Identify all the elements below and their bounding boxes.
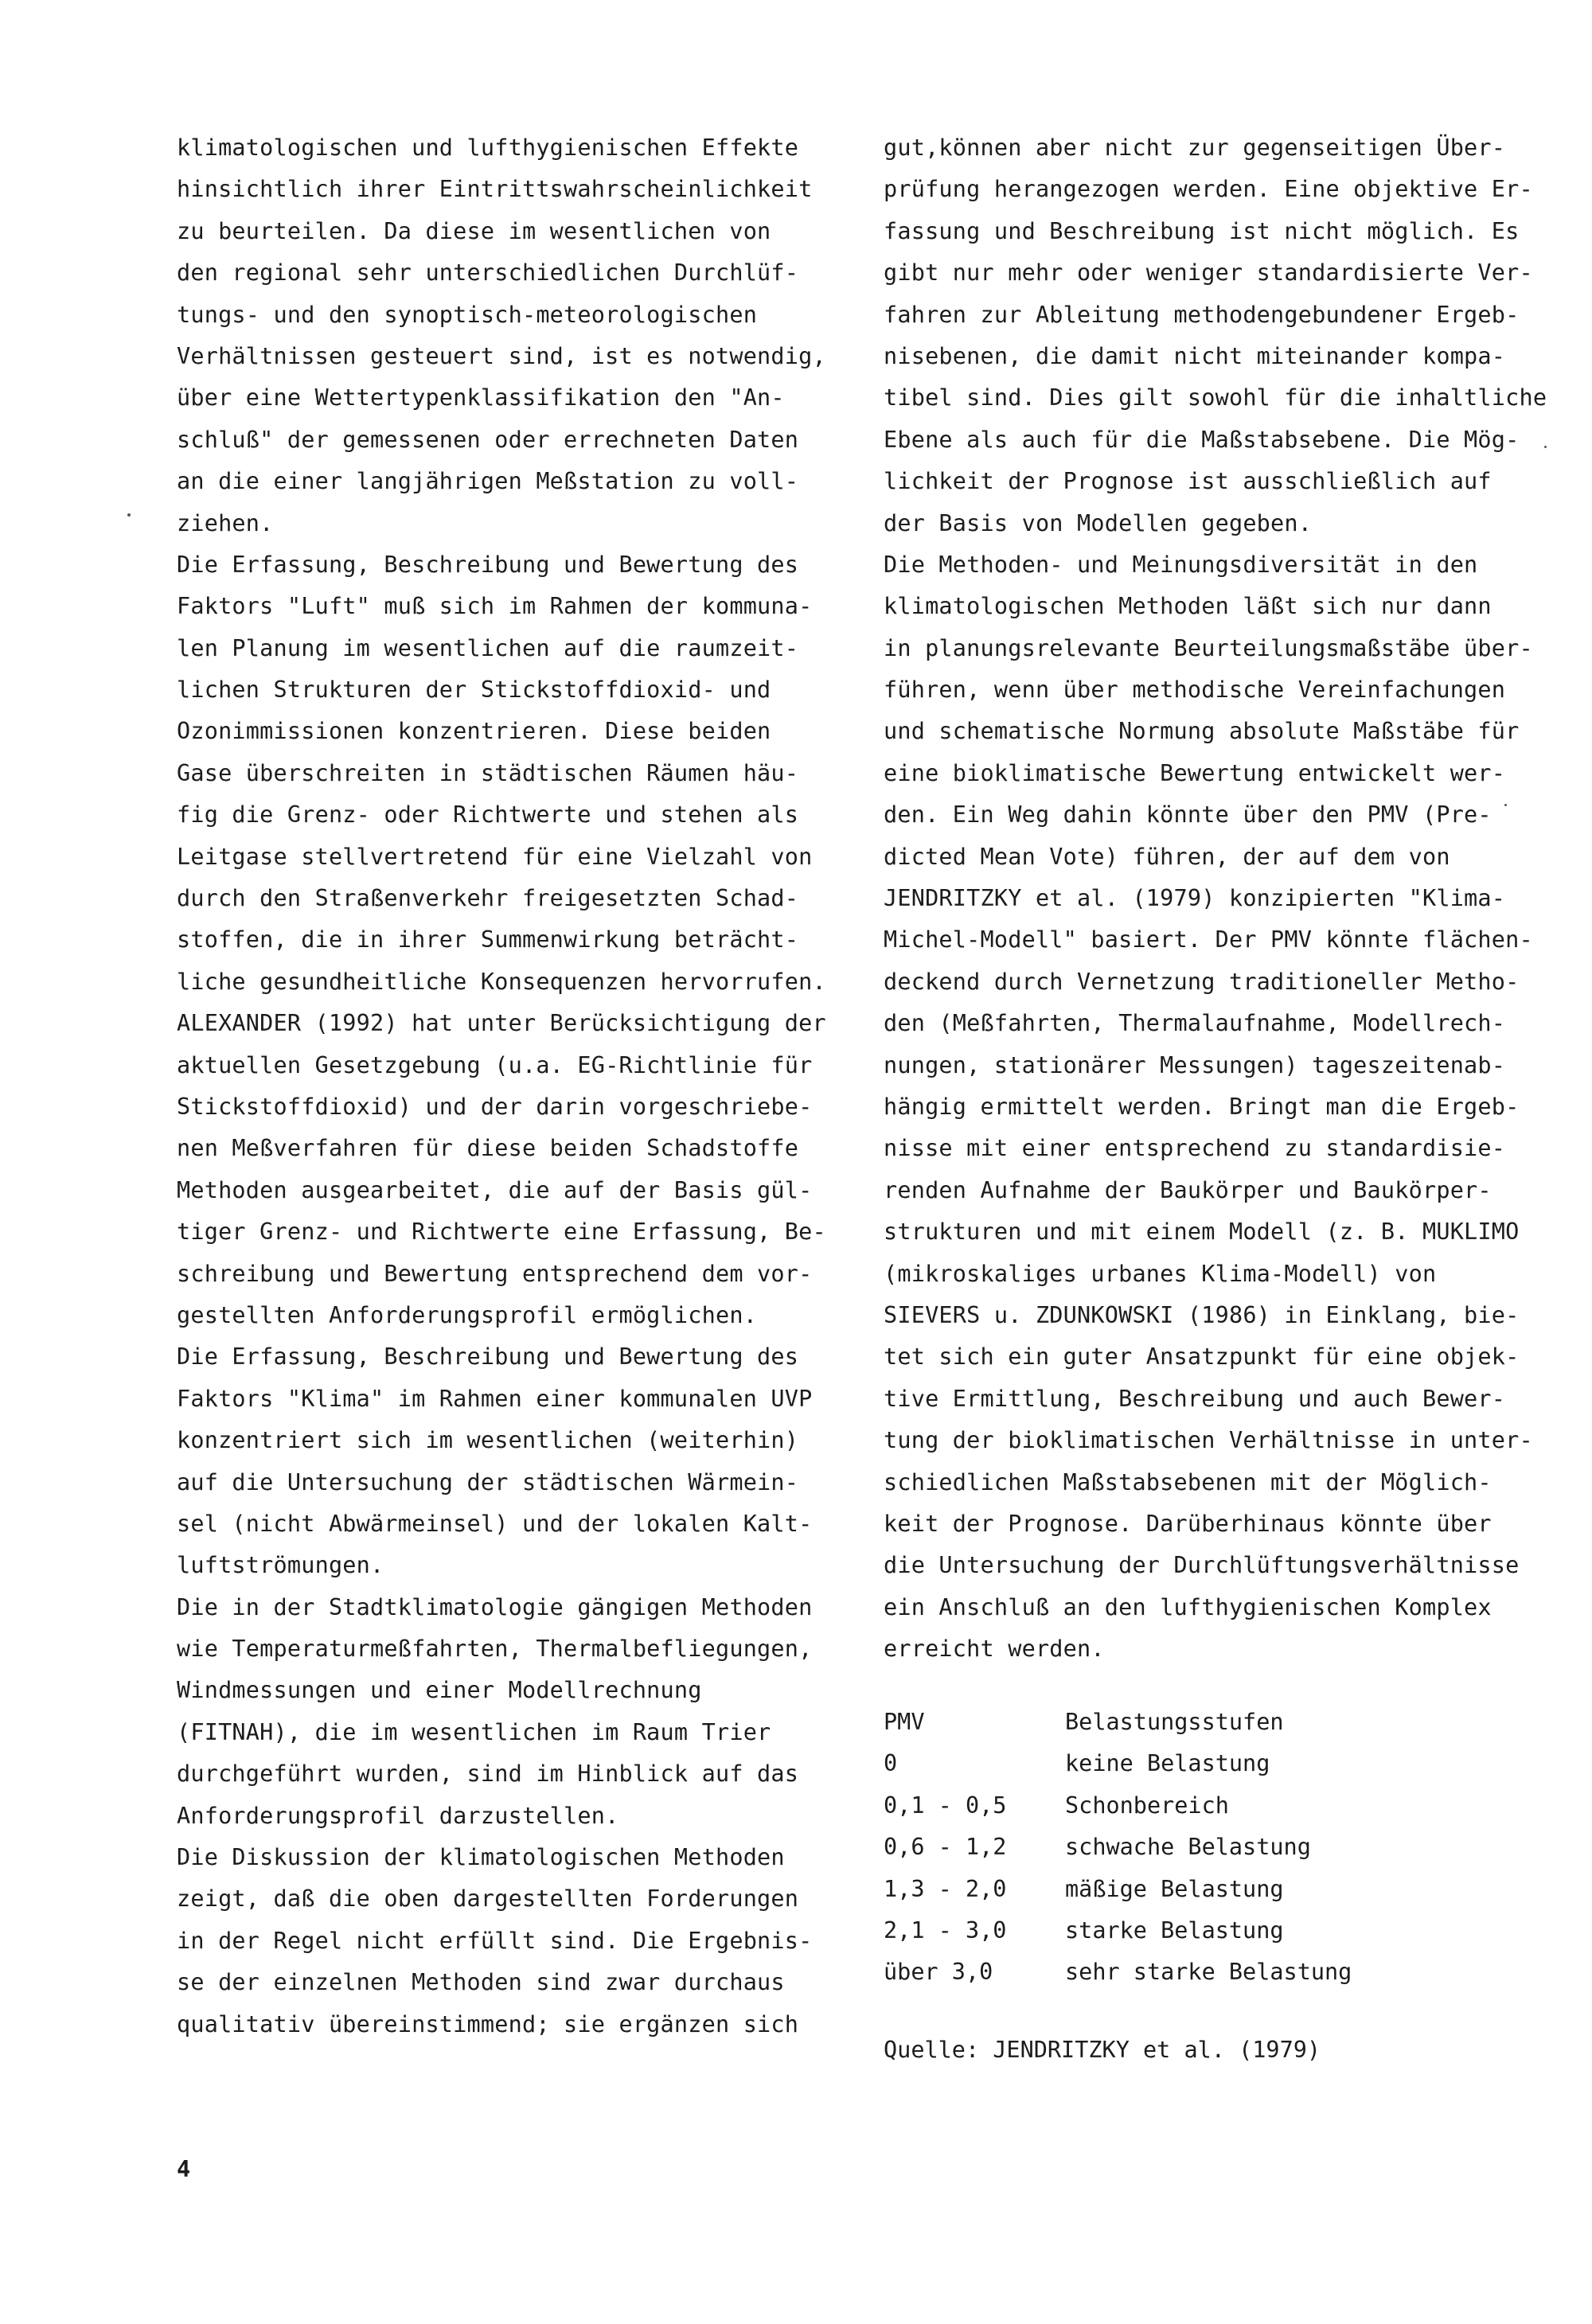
text-line: und schematische Normung absolute Maßstäbe für xyxy=(884,718,1520,745)
pmv-value: 1,3 - 2,0 xyxy=(884,1875,1007,1902)
text-line: Windmessungen und einer Modellrechnung xyxy=(177,1677,702,1704)
text-line: schluß" der gemessenen oder errechneten Daten xyxy=(177,426,799,453)
pmv-table xyxy=(884,1702,1489,1994)
text-line: zeigt, daß die oben dargestellten Forderungen xyxy=(177,1885,799,1913)
text-line: zu beurteilen. Da diese im wesentlichen von xyxy=(177,217,771,244)
text-line: Methoden ausgearbeitet, die auf der Basis gül- xyxy=(177,1176,813,1203)
scan-speck xyxy=(1544,446,1547,448)
text-line: Michel-Modell" basiert. Der PMV könnte flächen- xyxy=(884,926,1533,953)
text-line: tibel sind. Dies gilt sowohl für die inhaltliche xyxy=(884,384,1547,411)
level-value: Schonbereich xyxy=(1065,1792,1229,1819)
text-line: (FITNAH), die im wesentlichen im Raum Trier xyxy=(177,1718,771,1745)
text-line: tive Ermittlung, Beschreibung und auch Bewer- xyxy=(884,1385,1506,1412)
pmv-value: 0 xyxy=(884,1750,898,1777)
text-line: über eine Wettertypenklassifikation den "An- xyxy=(177,384,785,411)
text-line: den (Meßfahrten, Thermalaufnahme, Modellrech- xyxy=(884,1010,1506,1037)
level-value: keine Belastung xyxy=(1065,1750,1270,1777)
text-line: Die Diskussion der klimatologischen Methoden xyxy=(177,1844,785,1871)
text-line: konzentriert sich im wesentlichen (weiterhin) xyxy=(177,1427,799,1454)
table-row xyxy=(884,1743,1489,1784)
level-value: sehr starke Belastung xyxy=(1065,1959,1352,1986)
text-line: stoffen, die in ihrer Summenwirkung beträcht- xyxy=(177,926,799,953)
text-line: Ebene als auch für die Maßstabsebene. Die Mög- xyxy=(884,426,1520,453)
page-number: 4 xyxy=(177,2156,191,2182)
text-line: durchgeführt wurden, sind im Hinblick auf das xyxy=(177,1761,799,1788)
text-line: wie Temperaturmeßfahrten, Thermalbefliegungen, xyxy=(177,1636,813,1663)
table-row xyxy=(884,1827,1489,1868)
left-text-column xyxy=(177,127,837,2045)
text-line: gibt nur mehr oder weniger standardisierte Ver- xyxy=(884,259,1533,287)
text-line: Die Erfassung, Beschreibung und Bewertung des xyxy=(177,551,799,578)
text-line: Gase überschreiten in städtischen Räumen häu- xyxy=(177,759,799,786)
text-line: an die einer langjährigen Meßstation zu voll- xyxy=(177,468,799,495)
text-line: klimatologischen Methoden läßt sich nur dann xyxy=(884,593,1492,620)
text-line: führen, wenn über methodische Vereinfachungen xyxy=(884,677,1506,704)
text-line: fahren zur Ableitung methodengebundener Ergeb- xyxy=(884,301,1520,328)
text-line: len Planung im wesentlichen auf die raumzeit- xyxy=(177,634,799,661)
text-line: Die Erfassung, Beschreibung und Bewertung des xyxy=(177,1343,799,1371)
table-row xyxy=(884,1869,1489,1910)
level-value: mäßige Belastung xyxy=(1065,1875,1284,1902)
pmv-value: 0,6 - 1,2 xyxy=(884,1834,1007,1861)
text-line: aktuellen Gesetzgebung (u.a. EG-Richtlinie für xyxy=(177,1051,813,1078)
text-line: strukturen und mit einem Modell (z. B. MUKLIMO xyxy=(884,1219,1520,1246)
text-line: den. Ein Weg dahin könnte über den PMV (Pre- xyxy=(884,801,1492,829)
text-line: fig die Grenz- oder Richtwerte und stehen als xyxy=(177,801,799,829)
text-line: JENDRITZKY et al. (1979) konzipierten "Klima- xyxy=(884,885,1506,912)
right-text-column xyxy=(884,127,1547,1670)
text-line: gut,können aber nicht zur gegenseitigen Über- xyxy=(884,135,1506,161)
text-line: schiedlichen Maßstabsebenen mit der Möglich- xyxy=(884,1468,1492,1495)
text-line: se der einzelnen Methoden sind zwar durchaus xyxy=(177,1969,785,1996)
table-row xyxy=(884,1910,1489,1952)
text-line: Faktors "Luft" muß sich im Rahmen der kommuna- xyxy=(177,593,813,620)
pmv-value: 0,1 - 0,5 xyxy=(884,1792,1007,1819)
text-line: lichen Strukturen der Stickstoffdioxid- und xyxy=(177,677,771,704)
text-line: hängig ermittelt werden. Bringt man die Ergeb- xyxy=(884,1093,1520,1120)
text-line: tiger Grenz- und Richtwerte eine Erfassung, Be- xyxy=(177,1219,826,1246)
text-line: Ozonimmissionen konzentrieren. Diese beiden xyxy=(177,718,771,745)
scan-speck xyxy=(127,513,131,517)
text-line: liche gesundheitliche Konsequenzen hervorrufen. xyxy=(177,968,826,995)
level-value: schwache Belastung xyxy=(1065,1834,1311,1861)
level-value: starke Belastung xyxy=(1065,1917,1284,1944)
table-source-citation: Quelle: JENDRITZKY et al. (1979) xyxy=(884,2037,1321,2063)
text-line: nungen, stationärer Messungen) tageszeitenab- xyxy=(884,1051,1506,1078)
text-line: fassung und Beschreibung ist nicht möglich. Es xyxy=(884,217,1520,244)
pmv-value: 2,1 - 3,0 xyxy=(884,1917,1007,1944)
pmv-value: über 3,0 xyxy=(884,1959,993,1986)
table-row xyxy=(884,1785,1489,1827)
pmv-table-header xyxy=(884,1702,1489,1743)
text-line: tet sich ein guter Ansatzpunkt für eine objek- xyxy=(884,1343,1520,1371)
text-line: ALEXANDER (1992) hat unter Berücksichtigung der xyxy=(177,1010,826,1037)
table-row xyxy=(884,1952,1489,1993)
text-line: Die in der Stadtklimatologie gängigen Methoden xyxy=(177,1593,813,1620)
text-line: Faktors "Klima" im Rahmen einer kommunalen UVP xyxy=(177,1385,813,1412)
text-line: Die Methoden- und Meinungsdiversität in den xyxy=(884,551,1478,578)
text-line: (mikroskaliges urbanes Klima-Modell) von xyxy=(884,1260,1437,1287)
text-line: lichkeit der Prognose ist ausschließlich auf xyxy=(884,468,1492,495)
text-line: renden Aufnahme der Baukörper und Baukörper- xyxy=(884,1176,1492,1203)
text-line: in der Regel nicht erfüllt sind. Die Ergebnis- xyxy=(177,1927,813,1954)
text-line: klimatologischen und lufthygienischen Effekte xyxy=(177,135,799,161)
text-line: Verhältnissen gesteuert sind, ist es notwendig, xyxy=(177,342,826,369)
text-line: eine bioklimatische Bewertung entwickelt wer- xyxy=(884,759,1506,786)
pmv-header-label: PMV xyxy=(884,1709,925,1735)
text-line: durch den Straßenverkehr freigesetzten Schad- xyxy=(177,885,799,912)
text-line: prüfung herangezogen werden. Eine objektive Er- xyxy=(884,176,1533,203)
text-line: Stickstoffdioxid) und der darin vorgeschriebe- xyxy=(177,1093,813,1120)
text-line: deckend durch Vernetzung traditioneller Metho- xyxy=(884,968,1520,995)
text-line: Anforderungsprofil darzustellen. xyxy=(177,1802,619,1829)
scan-speck xyxy=(1504,804,1507,806)
text-line: gestellten Anforderungsprofil ermöglichen. xyxy=(177,1301,758,1328)
level-header-label: Belastungsstufen xyxy=(1065,1709,1284,1735)
text-line: die Untersuchung der Durchlüftungsverhältnisse xyxy=(884,1552,1520,1579)
text-line: der Basis von Modellen gegeben. xyxy=(884,509,1313,536)
text-line: Leitgase stellvertretend für eine Vielzahl von xyxy=(177,843,813,870)
text-line: luftströmungen. xyxy=(177,1552,384,1579)
text-line: in planungsrelevante Beurteilungsmaßstäbe über- xyxy=(884,634,1533,661)
text-line: nen Meßverfahren für diese beiden Schadstoffe xyxy=(177,1135,799,1162)
text-line: SIEVERS u. ZDUNKOWSKI (1986) in Einklang, bie- xyxy=(884,1301,1520,1328)
text-line: sel (nicht Abwärmeinsel) und der lokalen Kalt- xyxy=(177,1510,813,1537)
text-line: tungs- und den synoptisch-meteorologischen xyxy=(177,301,758,328)
text-line: nisebenen, die damit nicht miteinander kompa- xyxy=(884,342,1506,369)
text-line: nisse mit einer entsprechend zu standardisie- xyxy=(884,1135,1506,1162)
text-line: auf die Untersuchung der städtischen Wärmein- xyxy=(177,1468,799,1495)
text-line: keit der Prognose. Darüberhinaus könnte über xyxy=(884,1510,1492,1537)
text-line: den regional sehr unterschiedlichen Durchlüf- xyxy=(177,259,799,287)
text-line: qualitativ übereinstimmend; sie ergänzen sich xyxy=(177,2010,799,2037)
text-line: tung der bioklimatischen Verhältnisse in unter- xyxy=(884,1427,1533,1454)
text-line: ziehen. xyxy=(177,509,274,536)
text-line: schreibung und Bewertung entsprechend dem vor- xyxy=(177,1260,813,1287)
text-line: ein Anschluß an den lufthygienischen Komplex xyxy=(884,1593,1492,1620)
text-line: erreicht werden. xyxy=(884,1636,1105,1663)
text-line: hinsichtlich ihrer Eintrittswahrscheinlichkeit xyxy=(177,176,813,203)
text-line: dicted Mean Vote) führen, der auf dem von xyxy=(884,843,1450,870)
